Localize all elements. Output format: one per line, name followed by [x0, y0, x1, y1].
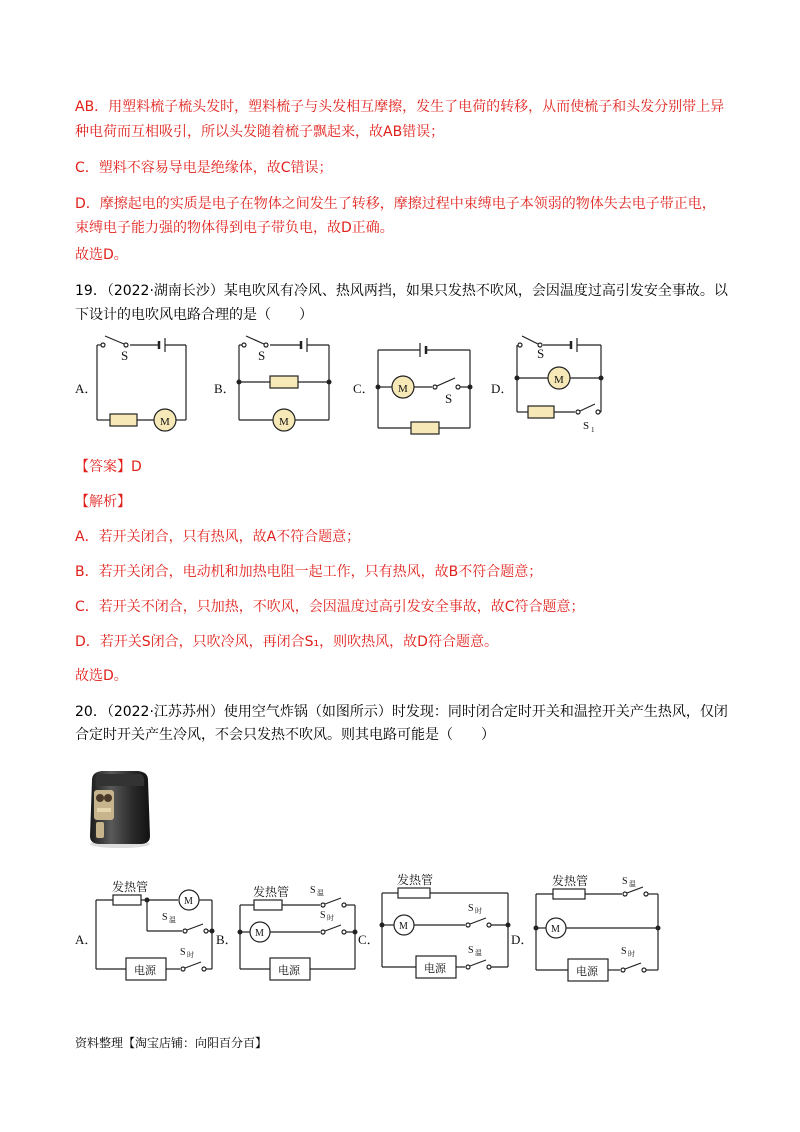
footer-source: 资料整理【淘宝店铺：向阳百分百】 — [75, 1036, 268, 1050]
q19-c-motor-label: M — [398, 383, 408, 395]
q18-d-line2: 束缚电子能力强的物体得到电子带负电，故D正确。 — [75, 220, 394, 236]
q19-option-a: A． — [75, 381, 98, 396]
q20-d-switch1-label: S — [622, 876, 628, 887]
q18-c: C．塑料不容易导电是绝缘体，故C错误； — [75, 160, 333, 176]
q19-d-motor-label: M — [554, 374, 564, 386]
q20-a-switch1-label: S — [162, 912, 168, 923]
q20-a-switch2-label: S — [180, 947, 186, 958]
q19-analysis-b: B．若开关闭合，电动机和加热电阻一起工作，只有热风，故B不符合题意； — [75, 564, 543, 580]
q20-a-switch1-sub: 温 — [169, 916, 176, 924]
q20-stem-line2: 合定时开关产生冷风，不会只发热不吹风。则其电路可能是（ ） — [75, 727, 495, 743]
q20-c-switch1-sub: 时 — [475, 907, 482, 915]
air-fryer-image — [80, 768, 160, 850]
q19-analysis-title: 【解析】 — [75, 494, 131, 510]
q19-option-b: B． — [214, 381, 236, 396]
q20-option-a: A． — [75, 932, 98, 947]
q19-analysis-d: D．若开关S闭合，只吹冷风，再闭合S₁，则吹热风，故D符合题意。 — [75, 634, 498, 650]
q20-option-d: D． — [511, 932, 534, 947]
q20-circuits — [0, 870, 800, 985]
q19-analysis-a: A．若开关闭合，只有热风，故A不符合题意； — [75, 529, 361, 545]
q19-circuits — [0, 330, 800, 440]
q18-ab-line2: 种电荷而互相吸引，所以头发随着梳子飘起来，故AB错误； — [75, 124, 445, 140]
q19-a-switch-label: S — [121, 348, 129, 363]
q20-option-b: B． — [216, 932, 238, 947]
q20-d-heater-label: 发热管 — [552, 874, 589, 888]
q19-circuit-c — [378, 343, 470, 434]
q19-d-switch1-sub: 1 — [591, 426, 595, 434]
q20-c-switch2-sub: 温 — [475, 949, 482, 957]
q20-b-switch1-sub: 温 — [317, 889, 324, 897]
q20-c-power-label: 电源 — [424, 963, 446, 975]
q19-a-motor-label: M — [160, 416, 170, 428]
q20-c-switch1-label: S — [468, 903, 474, 914]
q20-c-switch2-label: S — [468, 945, 474, 956]
q20-b-switch1-label: S — [310, 885, 316, 896]
q20-d-motor-label: M — [551, 924, 560, 935]
q20-d-switch2-sub: 时 — [628, 950, 635, 958]
q20-d-power-label: 电源 — [576, 966, 598, 978]
q19-answer: 【答案】D — [75, 459, 142, 475]
q19-conclusion: 故选D。 — [75, 668, 128, 684]
q20-d-switch1-sub: 温 — [629, 880, 636, 888]
q20-c-heater-label: 发热管 — [397, 873, 434, 887]
q18-ab-line1: AB．用塑料梳子梳头发时，塑料梳子与头发相互摩擦，发生了电荷的转移，从而使梳子和头发分别带上异 — [75, 99, 725, 115]
q19-d-switch1-label: S — [583, 420, 590, 432]
q20-a-power-label: 电源 — [134, 965, 156, 977]
q19-b-motor-label: M — [279, 416, 289, 428]
q20-a-motor-label: M — [184, 896, 193, 907]
q20-a-heater-label: 发热管 — [112, 880, 149, 894]
q20-option-c: C． — [358, 932, 380, 947]
q18-d-line1: D．摩擦起电的实质是电子在物体之间发生了转移，摩擦过程中束缚电子本领弱的物体失去电子带正电， — [75, 196, 716, 212]
q20-a-switch2-sub: 时 — [187, 951, 194, 959]
q20-c-motor-label: M — [399, 921, 408, 932]
q20-b-switch2-label: S — [320, 910, 326, 921]
q20-b-heater-label: 发热管 — [253, 885, 290, 899]
q18-conclusion: 故选D。 — [75, 247, 128, 263]
q19-c-switch-label: S — [445, 391, 453, 406]
q20-b-switch2-sub: 时 — [327, 914, 334, 922]
q20-stem-line1: 20．（2022·江苏苏州）使用空气炸锅（如图所示）时发现：同时闭合定时开关和温控开关产生热风，仅闭 — [75, 704, 728, 720]
q19-d-switch-label: S — [537, 346, 545, 361]
q19-stem-line2: 下设计的电吹风电路合理的是（ ） — [75, 307, 313, 323]
q20-b-motor-label: M — [255, 928, 264, 939]
q20-d-switch2-label: S — [621, 946, 627, 957]
q19-b-switch-label: S — [258, 348, 266, 363]
q19-circuit-a — [97, 336, 186, 431]
q19-analysis-c: C．若开关不闭合，只加热，不吹风，会因温度过高引发安全事故，故C符合题意； — [75, 599, 585, 615]
q19-stem-line1: 19．（2022·湖南长沙）某电吹风有冷风、热风两挡，如果只发热不吹风，会因温度过高引发安全事故。以 — [75, 283, 728, 299]
q20-b-power-label: 电源 — [278, 965, 300, 977]
q19-option-d: D． — [491, 381, 514, 396]
q19-option-c: C． — [353, 381, 375, 396]
